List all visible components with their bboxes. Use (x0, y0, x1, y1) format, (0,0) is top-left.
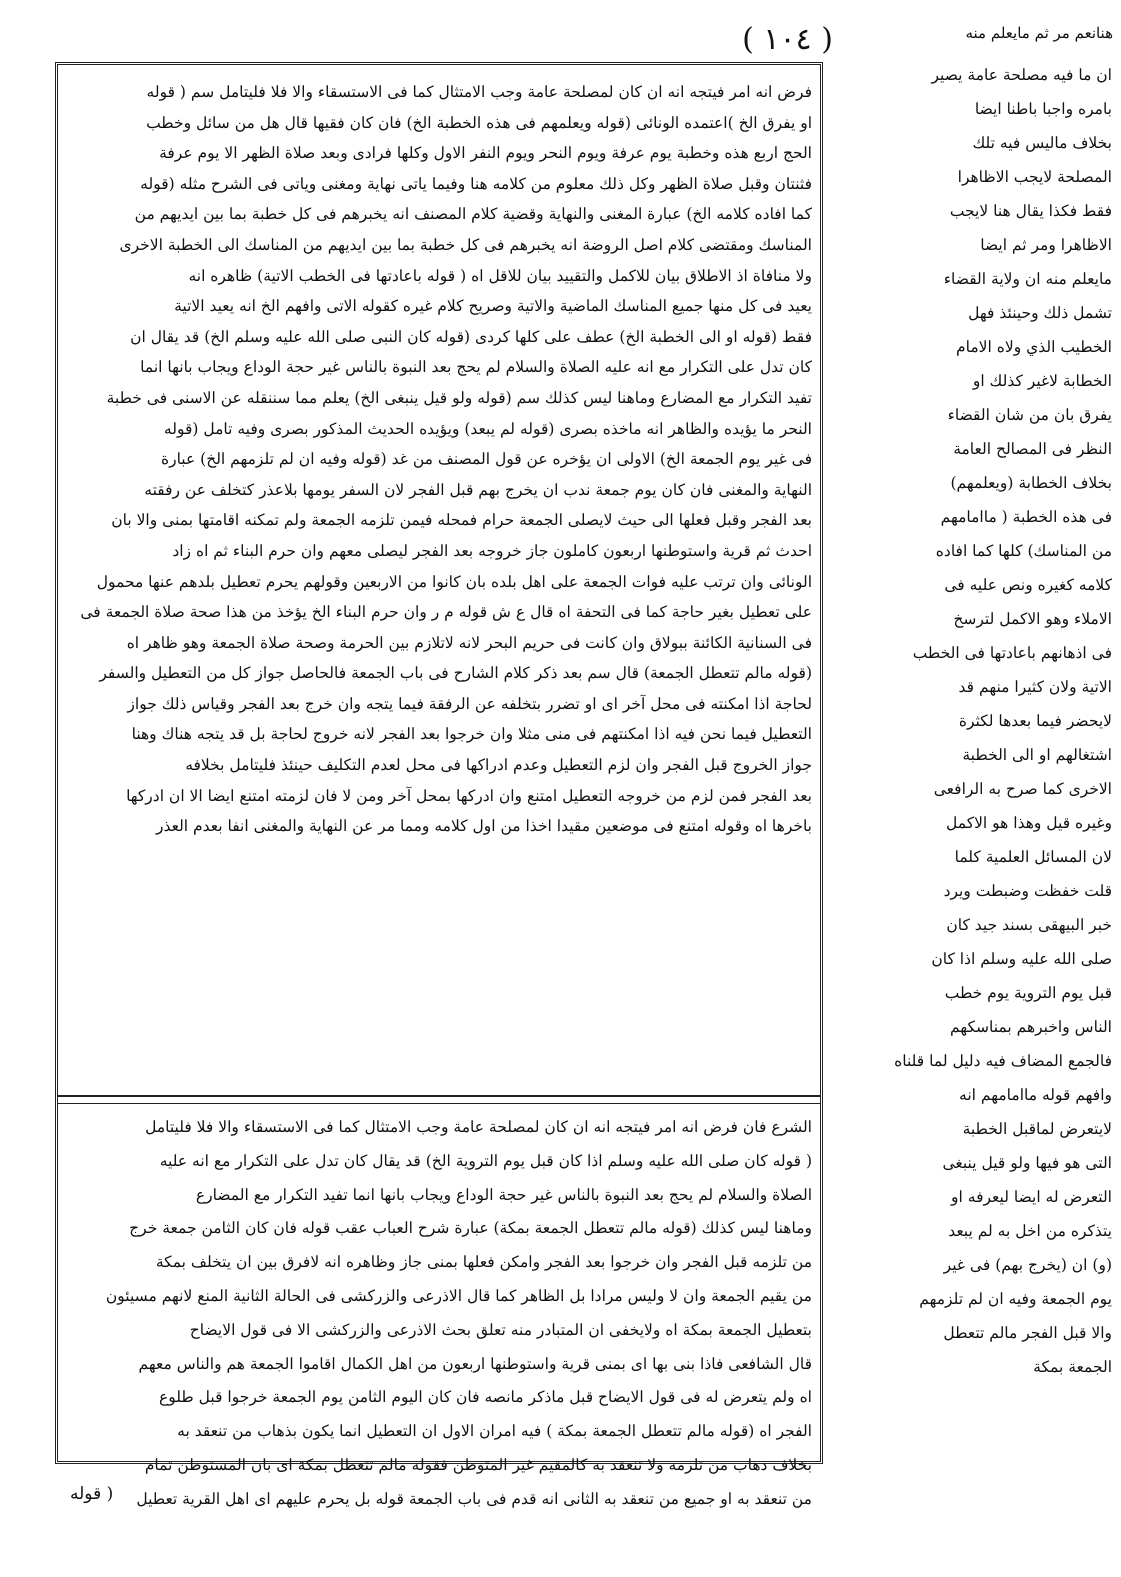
margin-text-line: (و) ان (يخرج بهم) فى غير (943, 1256, 1112, 1274)
margin-text-line: فقط فكذا يقال هنا لايجب (949, 202, 1112, 220)
upper-text-line: او يفرق الخ )اعتمده الونائى (قوله ويعلمهم فى هذه الخطبة الخ) فان كان فقيها قال هل من سائل وخطب (146, 113, 812, 132)
margin-text-line: الناس واخبرهم بمناسكهم (950, 1018, 1112, 1036)
lower-text-line: من يقيم الجمعة وان لا وليس مرادا بل الظاهر كما قال الاذرعى والزركشى فى الحالة الثانية المنع لانهم مسيئون (105, 1286, 812, 1305)
upper-text-line: فثنتان وقبل صلاة الظهر وكل ذلك معلوم من كلامه هنا وفيما ياتى نهاية ومغنى وياتى فى الشرح مثله (قوله (140, 174, 812, 193)
margin-text-line: الاخرى كما صرح به الرافعى (933, 780, 1112, 798)
margin-text-line: بخلاف ماليس فيه تلك (972, 134, 1112, 152)
margin-text-line: اشتغالهم او الى الخطبة (962, 746, 1112, 764)
upper-text-line: كما افاده كلامه الخ) عبارة المغنى والنهاية وقضية كلام المصنف انه يخبرهم فى كل خطبة بما بين ايديهم من (134, 205, 812, 224)
margin-text-line: الجمعة بمكة (1033, 1358, 1112, 1376)
lower-text-line: ( قوله كان صلى الله عليه وسلم اذا كان قبل يوم التروية الخ) قد يقال كان تدل على التكرار مع انه عليه (159, 1151, 812, 1170)
margin-text-line: قبل يوم التروية يوم خطب (944, 984, 1112, 1002)
upper-text-line: فى غير يوم الجمعة الخ) الاولى ان يؤخره عن قول المصنف من غد (قوله وفيه ان لم تلزمهم الخ) عبارة (160, 450, 812, 469)
upper-text-line: لحاجة اذا امكنته فى محل آخر اى او تضرر بتخلفه عن الرفقة فيما يتجه وان خرج بعد الفجر وقياس ذلك جواز (127, 694, 812, 713)
margin-text-line: النظر فى المصالح العامة (953, 440, 1112, 458)
margin-text-line: فى اذهانهم باعادتها فى الخطب (912, 644, 1112, 662)
upper-text-line: احدث ثم قرية واستوطنها اربعون كاملون جاز خروجه بعد الفجر ليصلى معهم وان حرم البناء ثم اه زاد (172, 541, 812, 560)
lower-text-line: قال الشافعى فاذا بنى بها اى بمنى قرية واستوطنها اربعون من اهل الكمال اقاموا الجمعة هم والناس معهم (138, 1354, 812, 1373)
lower-text-line: بخلاف ذهاب من تلزمه ولا تنعقد به كالمقيم غير المتوطن فقوله مالم تتعطل بمكة اى بان المستوطن تمام (144, 1455, 812, 1474)
margin-text-line: بامره واجبا باطنا ايضا (974, 100, 1112, 118)
margin-text-line: التعرض له ايضا ليعرفه او (951, 1188, 1112, 1206)
upper-text-line: الونائى وان ترتب عليه فوات الجمعة على اهل بلده بان كانوا من الاربعين وقولهم يحرم تعطيل بلدهم عنها محمول (96, 572, 812, 591)
upper-text-line: تفيد التكرار مع المضارع وماهنا ليس كذلك سم (قوله ولو قيل ينبغى الخ) يعلم مما سننقله عن الاسنى فى خطبة (106, 388, 812, 407)
margin-text-line: مايعلم منه ان ولاية القضاء (943, 270, 1112, 288)
margin-text-line: الخطيب الذي ولاه الامام (956, 338, 1112, 356)
upper-text-line: النحر ما يؤيده والظاهر انه ماخذه بصرى (قوله لم يبعد) ويؤيده الحديث المذكور بصرى وفيه تامل (قوله (163, 419, 812, 438)
margin-text-line: الاملاء وهو الاكمل لترسخ (953, 610, 1112, 628)
margin-text-line: يفرق بان من شان القضاء (947, 406, 1112, 424)
upper-text-line: فرض انه امر فيتجه انه ان كان لمصلحة عامة وجب الامتثال كما فى الاستسقاء والا فلا فليتامل سم ( قوله (146, 83, 812, 101)
margin-header-line: هنانعم مر ثم مايعلم منه (965, 24, 1113, 42)
section-divider (58, 1095, 820, 1097)
lower-text-line: من تلزمه قبل الفجر وان خرجوا بعد الفجر وامكن فعلها بمنى جاز وظاهره انه لافرق بين ان يتخلف بمكة (155, 1253, 812, 1272)
upper-text-line: فى السنانية الكائنة ببولاق وان كانت فى حريم البحر لانه لاتلازم بين الحرمة وصحة صلاة الجمعة وهو ظاهر اه (126, 633, 812, 652)
margin-text-line: صلى الله عليه وسلم اذا كان (931, 950, 1112, 968)
margin-text-line: من المناسك) كلها كما افاده (935, 542, 1112, 560)
lower-text-line: من تنعقد به او جميع من تنعقد به الثانى انه قدم فى باب الجمعة قوله بل يحرم عليهم اى اهل القرية تعطيل (136, 1489, 812, 1508)
commentary-frame (55, 62, 823, 1508)
margin-text-line: بخلاف الخطابة (ويعلمهم) (950, 474, 1112, 492)
margin-text-line: فى هذه الخطبة ( ماامامهم (940, 508, 1112, 526)
margin-text-line: الاظاهرا ومر ثم ايضا (980, 236, 1112, 254)
margin-text-line: كلامه كغيره ونص عليه فى (944, 576, 1112, 594)
lower-text-line: بتعطيل الجمعة بمكة اه ولايخفى ان المتبادر منه تعلق بحث الاذرعى والزركشى الا فى قول الايضاح (189, 1320, 812, 1339)
margin-text-line: وافهم قوله ماامامهم انه (959, 1086, 1112, 1104)
upper-text-line: (قوله مالم تتعطل الجمعة) قال سم بعد ذكر كلام الشارح فى باب الجمعة فالحاصل جواز كل من التعطيل والسفر (99, 664, 812, 683)
lower-text-line: وماهنا ليس كذلك (قوله مالم تتعطل الجمعة بمكة) عبارة شرح العباب عقب قوله فان كان الثامن جمعة خرج (129, 1219, 812, 1238)
upper-text-line: كان تدل على التكرار مع انه عليه الصلاة والسلام لم يحج بعد النبوة بالناس غير حجة الوداع ويجاب بانها انما (140, 358, 812, 377)
margin-text-line: الخطابة لاغير كذلك او (972, 372, 1112, 390)
lower-text-line: الصلاة والسلام لم يحج بعد النبوة بالناس غير حجة الوداع ويجاب بانها انما تفيد التكرار مع المضارع (195, 1185, 812, 1204)
section-divider-thin (58, 1103, 820, 1104)
upper-text-line: بعد الفجر وقبل فعلها الى حيث لايصلى الجمعة حرام فمحله فيمن تلزمه الجمعة ولم تمكنه اقامتها بمنى والا بان (111, 511, 812, 530)
upper-text-line: الحج اربع هذه وخطبة يوم عرفة ويوم النحر ويوم النفر الاول وكلها فرادى وبعد صلاة الظهر الا يوم عرفة (159, 144, 812, 163)
upper-text-line: على تعطيل بغير حاجة كما فى التحفة اه قال ع ش قوله م ر وان حرم البناء الخ يؤخذ من هذا صحة صلاة الجمعة فى (80, 603, 812, 622)
catchword: ( قوله (70, 1484, 114, 1504)
margin-text-line: وغيره قيل وهذا هو الاكمل (946, 814, 1112, 832)
margin-text-line: لايتعرض لماقبل الخطبة (962, 1120, 1112, 1138)
margin-text-line: قلت خفظت وضبطت ويرد (943, 882, 1112, 900)
upper-text-line: بعد الفجر فمن لزم من خروجه التعطيل امتنع وان ادركها بمحل آخر ومن لا فان لزمته امتنع ايضا الا ان ادركها (126, 786, 812, 805)
upper-text-line: جواز الخروج قبل الفجر وان لزم التعطيل وعدم ادراكها فى محل لعدم التكليف حينئذ فليتامل بخلافه (185, 756, 812, 775)
upper-commentary (66, 77, 812, 1089)
margin-text-line: خبر البيهقى بسند جيد كان (946, 916, 1112, 934)
margin-text-line: تشمل ذلك وحينئذ فهل (968, 304, 1112, 322)
margin-text-line: الاتية ولان كثيرا منهم قد (958, 678, 1112, 696)
upper-text-line: المناسك ومقتضى كلام اصل الروضة انه يخبرهم فى كل خطبة بما بين ايديهم من المناسك الى الخطبة الاخرى (119, 235, 812, 254)
margin-text-line: يتذكره من اخل به لم يبعد (948, 1222, 1112, 1240)
margin-text-line: لان المسائل العلمية كلما (954, 848, 1112, 866)
upper-text-line: ولا منافاة اذ الاطلاق بيان للاكمل والتقييد بيان للاقل اه ( قوله باعادتها فى الخطب الاتية) ظاهره انه (188, 266, 812, 285)
margin-text-line: لايحضر فيما بعدها لكثرة (958, 712, 1112, 730)
upper-text-line: باخرها اه وقوله امتنع فى موضعين مقيدا اخذا من اول كلامه ومما مر عن النهاية والمغنى انفا بعدم العذر (155, 817, 812, 836)
margin-text-line: فالجمع المضاف فيه دليل لما قلناه (894, 1052, 1112, 1070)
margin-text-line: المصلحة لايجب الاظاهرا (957, 168, 1112, 186)
upper-text-line: يعيد فى كل منها جميع المناسك الماضية والاتية وصريح كلام غيره كقوله الاتى وافهم الخ انه يعيد الاتية (174, 297, 812, 316)
lower-text-line: الفجر اه (قوله مالم تتعطل الجمعة بمكة ) فيه امران الاول ان التعطيل انما يكون بذهاب من تنعقد به (177, 1422, 812, 1441)
margin-text-column (840, 58, 1112, 1573)
lower-text-line: اه ولم يتعرض له فى قول الايضاح قبل ماذكر مانصه فان كان اليوم الثامن يوم الجمعة خرجوا قبل طلوع (159, 1388, 812, 1407)
margin-text-line: التى هو فيها ولو قيل ينبغى (942, 1154, 1112, 1172)
lower-text-line: الشرع فان فرض انه امر فيتجه انه ان كان لمصلحة عامة وجب الامتثال كما فى الاستسقاء والا فلا فليتامل (145, 1118, 812, 1136)
upper-text-line: التعطيل فيما نحن فيه اذا امكنتهم فى منى مثلا وان خرجوا بعد الفجر لانه خروج لحاجة بل قد يتجه هناك وهنا (131, 725, 812, 744)
margin-text-line: يوم الجمعة وفيه ان لم تلزمهم (919, 1290, 1112, 1308)
page-number: ( ١٠٤ ) (742, 22, 833, 57)
margin-text-line: ان ما فيه مصلحة عامة يصير (931, 66, 1112, 84)
lower-commentary (66, 1111, 812, 1508)
margin-text-line: والا قبل الفجر مالم تتعطل (943, 1324, 1112, 1342)
upper-text-line: النهاية والمغنى فان كان يوم جمعة ندب ان يخرج بهم قبل الفجر لان السفر يومها بلاعذر كتخلف عن رفقته (144, 480, 812, 499)
upper-text-line: فقط (قوله او الى الخطبة الخ) عطف على كلها كردى (قوله كان النبى صلى الله عليه وسلم الخ) قد يقال ان (130, 327, 812, 346)
